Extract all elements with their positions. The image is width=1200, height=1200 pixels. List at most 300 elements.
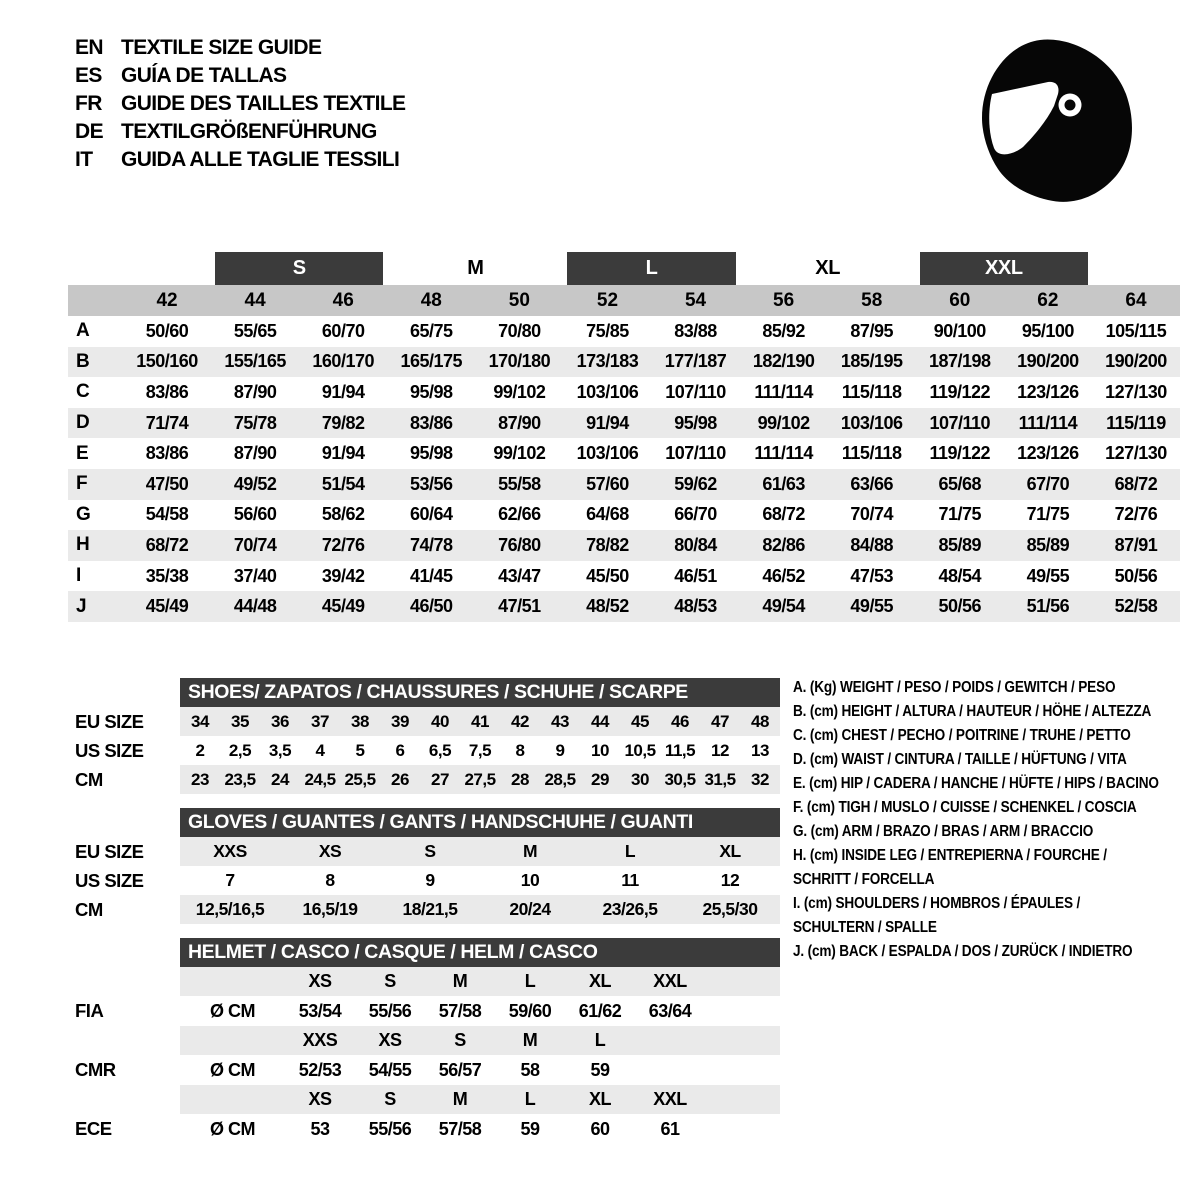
size-group-row — [68, 252, 1180, 285]
side-label: EU SIZE — [75, 710, 144, 732]
value-cell: 60 — [590, 1118, 610, 1139]
value-cell: 30,5 — [664, 769, 696, 789]
legend-line: B. (cm) HEIGHT / ALTURA / HAUTEUR / HÖHE / ALTEZZA — [793, 703, 1152, 720]
value-cell: 83/88 — [674, 320, 717, 341]
language-title-list — [75, 34, 405, 174]
measure-row-label: J — [76, 595, 87, 617]
size-cell: XS — [308, 1089, 332, 1109]
value-cell: S — [424, 841, 436, 861]
legend-item-i — [793, 892, 1193, 940]
value-cell: 165/175 — [400, 351, 463, 372]
size-number: 50 — [508, 289, 530, 311]
helmet-value-row-cmr — [75, 1055, 780, 1085]
value-cell: 56/60 — [233, 504, 277, 525]
legend-item-d — [793, 748, 1193, 772]
value-cell: 57/58 — [438, 1118, 482, 1139]
size-cell: S — [454, 1030, 466, 1050]
value-cell: 107/110 — [665, 443, 726, 464]
legend-item-a — [793, 676, 1193, 700]
value-cell: 26 — [391, 769, 409, 789]
value-cell: 64/68 — [586, 504, 629, 525]
value-cell: 30 — [631, 769, 649, 789]
value-cell: 91/94 — [586, 412, 629, 433]
measure-row-d — [68, 408, 1180, 439]
value-cell: 70/74 — [850, 504, 893, 525]
value-cell: 63/66 — [850, 473, 893, 494]
value-cell: 160/170 — [312, 351, 374, 372]
value-cell: 12,5/16,5 — [195, 899, 265, 919]
values-strip — [180, 996, 780, 1026]
value-cell: 187/198 — [929, 351, 991, 372]
value-cell: 3,5 — [268, 740, 292, 760]
value-cell: 12 — [711, 740, 729, 760]
value-cell: 24 — [271, 769, 289, 789]
legend-item-e — [793, 772, 1193, 796]
legend-line: G. (cm) ARM / BRAZO / BRAS / ARM / BRACCIO — [793, 823, 1094, 840]
measure-row-h — [68, 530, 1180, 561]
value-cell: 50/56 — [1114, 565, 1158, 586]
value-cell: 95/98 — [410, 443, 453, 464]
value-cell: 45/49 — [145, 596, 189, 617]
value-cell: 71/75 — [938, 504, 982, 525]
value-cell: 6,5 — [428, 740, 452, 760]
value-cell: XL — [719, 841, 741, 861]
measure-row-c — [68, 377, 1180, 408]
value-cell: 10 — [591, 740, 609, 760]
value-cell: 56/57 — [438, 1059, 482, 1080]
value-cell: 83/86 — [145, 381, 189, 402]
value-cell: 72/76 — [1114, 504, 1158, 525]
value-cell: 40 — [431, 711, 449, 731]
value-cell: 99/102 — [493, 443, 546, 464]
legend-item-f — [793, 796, 1193, 820]
size-cell: S — [384, 1089, 396, 1109]
diameter-unit-label: Ø CM — [210, 1118, 255, 1139]
value-cell: 58/62 — [321, 504, 365, 525]
value-cell: 48/54 — [938, 565, 982, 586]
value-cell: 46/52 — [762, 565, 805, 586]
value-cell: 190/200 — [1105, 351, 1167, 372]
language-row-es — [75, 62, 405, 90]
value-cell: 29 — [591, 769, 609, 789]
value-cell: 50/56 — [938, 596, 982, 617]
value-cell: 39/42 — [321, 565, 365, 586]
value-cell: 111/114 — [1018, 412, 1078, 433]
value-cell: 57/58 — [438, 1000, 482, 1021]
size-group-spacer — [123, 252, 211, 285]
value-cell: 55/58 — [498, 473, 541, 494]
size-number: 58 — [861, 289, 883, 311]
value-cell: 123/126 — [1017, 443, 1079, 464]
shoes-row-eu-size — [75, 707, 780, 736]
helmet-size-row-fia — [75, 967, 780, 996]
value-cell: 37 — [311, 711, 329, 731]
value-cell: 37/40 — [233, 565, 277, 586]
value-cell: 54/55 — [368, 1059, 412, 1080]
values-strip — [180, 736, 780, 765]
legend-line: C. (cm) CHEST / PECHO / POITRINE / TRUHE / PETTO — [793, 727, 1131, 744]
value-cell: 74/78 — [410, 534, 453, 555]
measure-row-i — [68, 561, 1180, 592]
size-group-m: M — [467, 257, 484, 279]
value-cell: 87/90 — [498, 412, 541, 433]
size-cell: L — [524, 971, 536, 991]
legend-item-g — [793, 820, 1193, 844]
values-strip — [180, 1055, 780, 1085]
language-row-en — [75, 34, 405, 62]
value-cell: 52/58 — [1114, 596, 1158, 617]
measure-row-label: E — [76, 442, 89, 464]
value-cell: 10,5 — [624, 740, 656, 760]
value-cell: 35 — [231, 711, 249, 731]
value-cell: 44 — [591, 711, 609, 731]
value-cell: 75/85 — [586, 320, 629, 341]
value-cell: 5 — [355, 740, 365, 760]
value-cell: 47 — [711, 711, 729, 731]
value-cell: 10 — [520, 870, 540, 890]
value-cell: 115/118 — [841, 381, 902, 402]
racing-helmet-icon — [978, 34, 1136, 206]
value-cell: 87/95 — [850, 320, 893, 341]
value-cell: 35/38 — [145, 565, 189, 586]
legend-line: H. (cm) INSIDE LEG / ENTREPIERNA / FOURCHE / — [793, 847, 1107, 864]
value-cell: 49/55 — [1026, 565, 1070, 586]
value-cell: 47/53 — [850, 565, 893, 586]
value-cell: 49/55 — [850, 596, 893, 617]
value-cell: 90/100 — [933, 320, 986, 341]
size-group-spacer — [1092, 252, 1180, 285]
value-cell: XS — [318, 841, 342, 861]
size-cell: L — [594, 1030, 606, 1050]
value-cell: 95/98 — [674, 412, 717, 433]
value-cell: 45/49 — [321, 596, 365, 617]
value-cell: 18/21,5 — [402, 899, 458, 919]
shoes-row-cm — [75, 765, 780, 794]
measure-row-e — [68, 438, 1180, 469]
value-cell: 66/70 — [674, 504, 717, 525]
value-cell: 52/53 — [298, 1059, 342, 1080]
size-cell: XL — [588, 971, 611, 991]
size-cell: XS — [378, 1030, 402, 1050]
value-cell: 150/160 — [136, 351, 198, 372]
value-cell: 53 — [310, 1118, 330, 1139]
value-cell: 51/56 — [1026, 596, 1070, 617]
values-strip — [180, 895, 780, 924]
value-cell: 91/94 — [321, 443, 365, 464]
value-cell: 38 — [351, 711, 369, 731]
measure-row-label: I — [76, 565, 81, 587]
value-cell: 25,5 — [344, 769, 376, 789]
value-cell: 59 — [590, 1059, 610, 1080]
legend-item-j — [793, 940, 1193, 964]
size-number: 44 — [244, 289, 266, 311]
value-cell: 85/89 — [1026, 534, 1070, 555]
side-label-spacer — [75, 1085, 180, 1114]
measure-row-b — [68, 347, 1180, 378]
value-cell: 32 — [751, 769, 769, 789]
section-title: HELMET / CASCO / CASQUE / HELM / CASCO — [180, 938, 780, 967]
legend-line: SCHULTERN / SPALLE — [793, 919, 937, 936]
value-cell: 115/119 — [1106, 412, 1166, 433]
value-cell: 83/86 — [145, 443, 189, 464]
section-title: GLOVES / GUANTES / GANTS / HANDSCHUHE / GUANTI — [180, 808, 780, 837]
helmet-size-table — [75, 938, 780, 1144]
measure-row-label: D — [76, 412, 90, 434]
values-strip — [180, 837, 780, 866]
legend-line: SCHRITT / FORCELLA — [793, 871, 935, 888]
side-label: US SIZE — [75, 869, 144, 891]
size-cell: XS — [308, 971, 332, 991]
value-cell: 84/88 — [850, 534, 893, 555]
value-cell: 111/114 — [754, 443, 813, 464]
value-cell: 119/122 — [929, 381, 991, 402]
value-cell: 45 — [631, 711, 649, 731]
value-cell: 185/195 — [840, 351, 903, 372]
sizes-strip — [180, 967, 780, 996]
value-cell: 39 — [391, 711, 409, 731]
value-cell: 58 — [520, 1059, 540, 1080]
value-cell: 27 — [431, 769, 449, 789]
value-cell: 87/90 — [233, 381, 277, 402]
side-label-spacer — [75, 1026, 180, 1055]
gloves-row-us-size — [75, 866, 780, 895]
value-cell: 59/60 — [508, 1000, 552, 1021]
value-cell: 49/52 — [233, 473, 277, 494]
size-group-xl: XL — [815, 257, 841, 279]
value-cell: 115/118 — [841, 443, 902, 464]
sizes-strip — [180, 1085, 780, 1114]
size-number: 46 — [332, 289, 354, 311]
value-cell: 190/200 — [1017, 351, 1079, 372]
value-cell: 155/165 — [224, 351, 286, 372]
size-group-xxl: XXL — [920, 252, 1088, 285]
racing-helmet-glyph — [978, 34, 1136, 206]
value-cell: 107/110 — [665, 381, 726, 402]
size-number: 60 — [949, 289, 971, 311]
value-cell: 9 — [555, 740, 565, 760]
value-cell: 44/48 — [233, 596, 277, 617]
guide-title-de: TEXTILGRÖßENFÜHRUNG — [121, 120, 377, 143]
value-cell: 34 — [191, 711, 209, 731]
value-cell: 47/51 — [498, 596, 541, 617]
side-label: CM — [75, 898, 103, 920]
value-cell: 28 — [511, 769, 529, 789]
value-cell: 61/63 — [762, 473, 805, 494]
section-title: SHOES/ ZAPATOS / CHAUSSURES / SCHUHE / SCARPE — [180, 678, 780, 707]
shoes-row-us-size — [75, 736, 780, 765]
value-cell: 9 — [425, 870, 435, 890]
measure-row-j — [68, 591, 1180, 622]
value-cell: 8 — [325, 870, 335, 890]
value-cell: 51/54 — [321, 473, 365, 494]
value-cell: 87/90 — [233, 443, 277, 464]
value-cell: 23,5 — [224, 769, 256, 789]
size-group-s: S — [215, 252, 383, 285]
value-cell: 61 — [660, 1118, 680, 1139]
value-cell: 68/72 — [762, 504, 805, 525]
value-cell: 25,5/30 — [702, 899, 758, 919]
value-cell: 59/62 — [674, 473, 717, 494]
side-label: US SIZE — [75, 739, 144, 761]
value-cell: 85/89 — [938, 534, 982, 555]
size-cell: S — [384, 971, 396, 991]
standard-label-ece: ECE — [75, 1118, 112, 1139]
value-cell: 99/102 — [493, 381, 546, 402]
measure-row-f — [68, 469, 1180, 500]
value-cell: 60/70 — [321, 320, 365, 341]
legend-line: I. (cm) SHOULDERS / HOMBROS / ÉPAULES / — [793, 895, 1081, 912]
value-cell: 173/183 — [576, 351, 639, 372]
values-strip — [180, 765, 780, 794]
value-cell: 62/66 — [498, 504, 541, 525]
helmet-value-row-ece — [75, 1114, 780, 1144]
legend-line: E. (cm) HIP / CADERA / HANCHE / HÜFTE / HIPS / BACINO — [793, 775, 1159, 792]
value-cell: 23 — [191, 769, 209, 789]
gloves-row-eu-size — [75, 837, 780, 866]
standard-label-fia: FIA — [75, 1000, 104, 1021]
guide-title-es: GUÍA DE TALLAS — [121, 64, 287, 87]
legend-item-h — [793, 844, 1193, 892]
value-cell: 95/98 — [410, 381, 453, 402]
helmet-size-row-ece — [75, 1085, 780, 1114]
value-cell: 41/45 — [410, 565, 453, 586]
value-cell: 55/65 — [233, 320, 277, 341]
size-number: 56 — [773, 289, 795, 311]
size-cell: M — [452, 971, 468, 991]
language-code: IT — [75, 148, 93, 171]
legend-item-c — [793, 724, 1193, 748]
values-strip — [180, 707, 780, 736]
value-cell: L — [624, 841, 636, 861]
value-cell: 76/80 — [498, 534, 541, 555]
value-cell: 55/56 — [368, 1118, 412, 1139]
value-cell: 60/64 — [410, 504, 453, 525]
value-cell: 46/51 — [674, 565, 717, 586]
value-cell: 27,5 — [464, 769, 496, 789]
helmet-size-row-cmr — [75, 1026, 780, 1055]
legend-line: F. (cm) TIGH / MUSLO / CUISSE / SCHENKEL / COSCIA — [793, 799, 1137, 816]
value-cell: 82/86 — [762, 534, 805, 555]
standard-label-cmr: CMR — [75, 1059, 116, 1080]
value-cell: 20/24 — [509, 899, 551, 919]
language-row-fr — [75, 90, 405, 118]
value-cell: 54/58 — [145, 504, 189, 525]
helmet-value-row-fia — [75, 996, 780, 1026]
side-label: EU SIZE — [75, 840, 144, 862]
size-cell: M — [452, 1089, 468, 1109]
measure-row-g — [68, 500, 1180, 531]
value-cell: 7 — [225, 870, 235, 890]
value-cell: 45/50 — [586, 565, 629, 586]
measure-row-label: H — [76, 534, 90, 556]
legend-line: J. (cm) BACK / ESPALDA / DOS / ZURÜCK / INDIETRO — [793, 943, 1133, 960]
value-cell: 2,5 — [228, 740, 252, 760]
guide-title-en: TEXTILE SIZE GUIDE — [121, 36, 322, 59]
value-cell: 47/50 — [145, 473, 189, 494]
value-cell: 127/130 — [1105, 381, 1167, 402]
legend-line: A. (Kg) WEIGHT / PESO / POIDS / GEWITCH / PESO — [793, 679, 1116, 696]
value-cell: 8 — [515, 740, 525, 760]
value-cell: 99/102 — [757, 412, 810, 433]
measurement-legend — [793, 676, 1193, 964]
value-cell: 23/26,5 — [602, 899, 658, 919]
language-code: FR — [75, 92, 102, 115]
value-cell: 42 — [511, 711, 529, 731]
value-cell: 65/68 — [938, 473, 982, 494]
value-cell: 170/180 — [488, 351, 551, 372]
textile-size-table — [68, 252, 1180, 622]
value-cell: XXS — [213, 841, 247, 861]
size-group-spacer — [68, 252, 123, 285]
size-number: 54 — [684, 289, 707, 311]
value-cell: 13 — [751, 740, 769, 760]
size-number: 48 — [420, 289, 442, 311]
shoes-size-table — [75, 678, 780, 794]
value-cell: 127/130 — [1105, 443, 1167, 464]
value-cell: 78/82 — [586, 534, 629, 555]
measure-row-label: C — [76, 381, 90, 403]
value-cell: 71/74 — [145, 412, 189, 433]
value-cell: 24,5 — [304, 769, 336, 789]
value-cell: 12 — [720, 870, 740, 890]
size-number: 52 — [596, 289, 619, 311]
value-cell: 182/190 — [752, 351, 815, 372]
measure-row-label: A — [76, 320, 90, 342]
side-label-spacer — [75, 967, 180, 996]
value-cell: 68/72 — [145, 534, 189, 555]
size-cell: L — [524, 1089, 536, 1109]
value-cell: 103/106 — [576, 443, 639, 464]
value-cell: 70/74 — [233, 534, 277, 555]
size-cell: XL — [588, 1089, 611, 1109]
value-cell: 87/91 — [1114, 534, 1158, 555]
diameter-unit-label: Ø CM — [210, 1059, 255, 1080]
size-number: 42 — [156, 289, 178, 311]
value-cell: 28,5 — [544, 769, 576, 789]
legend-line: D. (cm) WAIST / CINTURA / TAILLE / HÜFTUNG / VITA — [793, 751, 1127, 768]
value-cell: M — [522, 841, 538, 861]
value-cell: 55/56 — [368, 1000, 412, 1021]
value-cell: 80/84 — [674, 534, 717, 555]
size-number: 62 — [1037, 289, 1059, 311]
value-cell: 59 — [520, 1118, 540, 1139]
value-cell: 43/47 — [498, 565, 541, 586]
size-group-l: L — [567, 252, 735, 285]
value-cell: 75/78 — [233, 412, 277, 433]
size-number-row — [68, 285, 1180, 316]
value-cell: 91/94 — [321, 381, 365, 402]
value-cell: 36 — [271, 711, 289, 731]
side-label: CM — [75, 768, 103, 790]
value-cell: 63/64 — [648, 1000, 692, 1021]
language-row-it — [75, 146, 405, 174]
value-cell: 67/70 — [1026, 473, 1070, 494]
value-cell: 46 — [671, 711, 689, 731]
language-code: DE — [75, 120, 103, 143]
value-cell: 65/75 — [410, 320, 453, 341]
diameter-unit-label: Ø CM — [210, 1000, 255, 1021]
value-cell: 31,5 — [704, 769, 736, 789]
value-cell: 103/106 — [576, 381, 639, 402]
value-cell: 107/110 — [929, 412, 991, 433]
size-cell: XXS — [302, 1030, 338, 1050]
value-cell: 16,5/19 — [302, 899, 358, 919]
value-cell: 70/80 — [498, 320, 541, 341]
gloves-row-cm — [75, 895, 780, 924]
value-cell: 123/126 — [1017, 381, 1079, 402]
value-cell: 46/50 — [410, 596, 453, 617]
value-cell: 71/75 — [1026, 504, 1070, 525]
